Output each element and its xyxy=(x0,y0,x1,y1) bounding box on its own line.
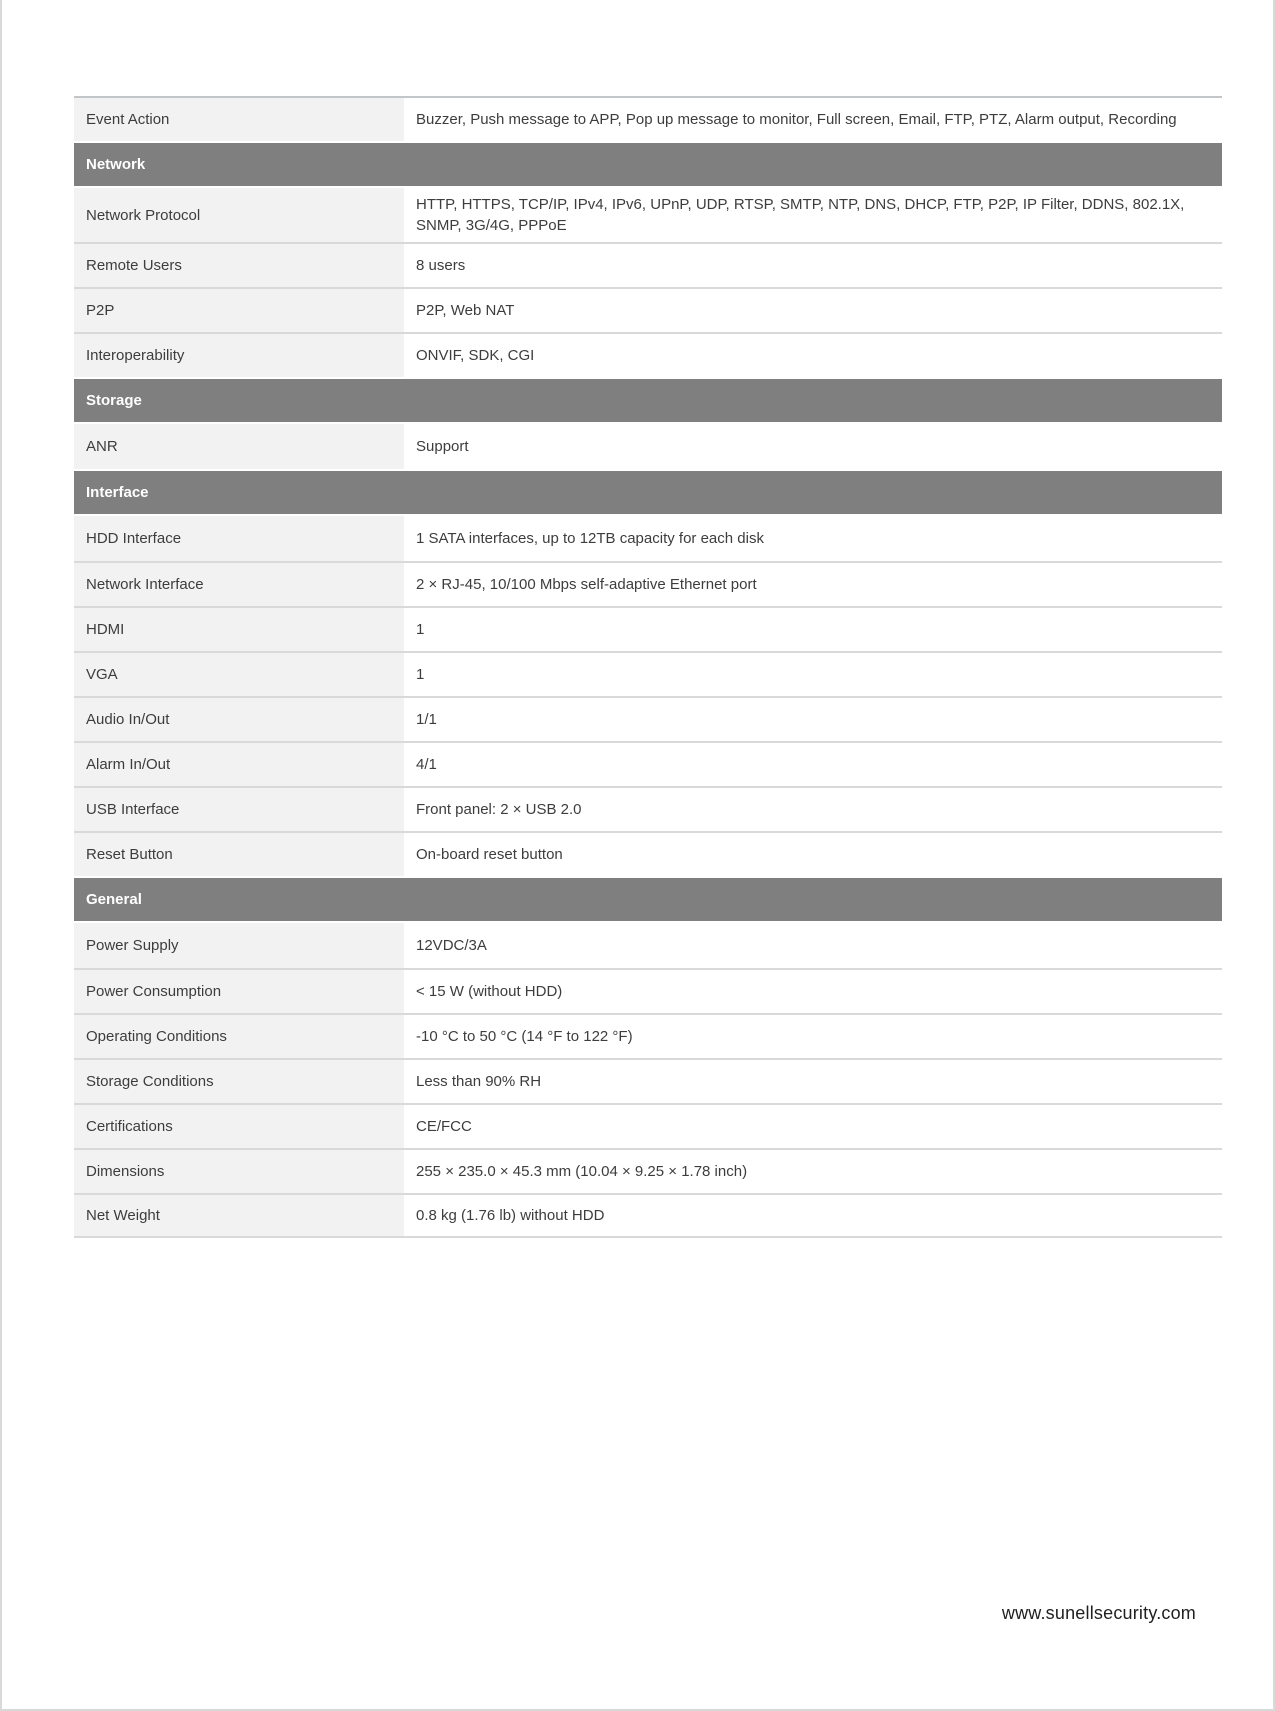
footer-website-link[interactable]: www.sunellsecurity.com xyxy=(1001,1603,1196,1623)
spec-label: Interoperability xyxy=(74,334,404,377)
spec-label: HDMI xyxy=(74,608,404,651)
spec-label: Power Supply xyxy=(74,923,404,968)
spec-label: Reset Button xyxy=(74,833,404,876)
spec-label: Network Protocol xyxy=(74,188,404,242)
spec-value: 1 xyxy=(404,608,1222,651)
spec-label: Net Weight xyxy=(74,1195,404,1236)
table-row xyxy=(74,242,1222,287)
spec-label: Event Action xyxy=(74,98,404,141)
spec-label: P2P xyxy=(74,289,404,332)
section-title: Interface xyxy=(86,484,149,501)
spec-label: Storage Conditions xyxy=(74,1060,404,1103)
spec-value: P2P, Web NAT xyxy=(404,289,1222,332)
table-row xyxy=(74,741,1222,786)
spec-value: Front panel: 2 × USB 2.0 xyxy=(404,788,1222,831)
spec-label: Operating Conditions xyxy=(74,1015,404,1058)
table-row xyxy=(74,424,1222,469)
spec-value: 1/1 xyxy=(404,698,1222,741)
table-row xyxy=(74,831,1222,876)
spec-value: < 15 W (without HDD) xyxy=(404,970,1222,1013)
spec-value: 12VDC/3A xyxy=(404,923,1222,968)
spec-label: USB Interface xyxy=(74,788,404,831)
spec-label: HDD Interface xyxy=(74,516,404,561)
spec-label: ANR xyxy=(74,424,404,469)
spec-label: Certifications xyxy=(74,1105,404,1148)
spec-value: 255 × 235.0 × 45.3 mm (10.04 × 9.25 × 1.78 inch) xyxy=(404,1150,1222,1193)
spec-value: -10 °C to 50 °C (14 °F to 122 °F) xyxy=(404,1015,1222,1058)
table-row xyxy=(74,287,1222,332)
spec-value: Buzzer, Push message to APP, Pop up message to monitor, Full screen, Email, FTP, PTZ, Alarm output, Recording xyxy=(404,98,1222,141)
spec-value: 4/1 xyxy=(404,743,1222,786)
table-row xyxy=(74,923,1222,968)
spec-value: On-board reset button xyxy=(404,833,1222,876)
table-row xyxy=(74,1013,1222,1058)
table-row xyxy=(74,786,1222,831)
table-row xyxy=(74,516,1222,561)
table-row xyxy=(74,332,1222,377)
section-title: Network xyxy=(86,156,146,173)
spec-value: 1 SATA interfaces, up to 12TB capacity for each disk xyxy=(404,516,1222,561)
spec-label: Remote Users xyxy=(74,244,404,287)
spec-label: Dimensions xyxy=(74,1150,404,1193)
table-row xyxy=(74,696,1222,741)
table-row xyxy=(74,1103,1222,1148)
table-row xyxy=(74,561,1222,606)
table-row xyxy=(74,1193,1222,1238)
spec-value: HTTP, HTTPS, TCP/IP, IPv4, IPv6, UPnP, UDP, RTSP, SMTP, NTP, DNS, DHCP, FTP, P2P, IP Filter, DDNS, 802.1X, SNMP, 3G/4G, PPPoE xyxy=(404,188,1222,242)
table-row xyxy=(74,968,1222,1013)
spec-value: 2 × RJ-45, 10/100 Mbps self-adaptive Ethernet port xyxy=(404,563,1222,606)
table-row xyxy=(74,96,1222,141)
spec-label: VGA xyxy=(74,653,404,696)
section-header-general xyxy=(74,878,1222,921)
spec-value: 1 xyxy=(404,653,1222,696)
spec-label: Alarm In/Out xyxy=(74,743,404,786)
spec-value: 0.8 kg (1.76 lb) without HDD xyxy=(404,1195,1222,1236)
table-row xyxy=(74,651,1222,696)
table-row xyxy=(74,188,1222,242)
table-row xyxy=(74,606,1222,651)
table-row xyxy=(74,1058,1222,1103)
spec-value: ONVIF, SDK, CGI xyxy=(404,334,1222,377)
spec-value: Support xyxy=(404,424,1222,469)
section-header-network xyxy=(74,143,1222,186)
spec-value: Less than 90% RH xyxy=(404,1060,1222,1103)
spec-value: CE/FCC xyxy=(404,1105,1222,1148)
spec-table xyxy=(74,96,1222,1238)
spec-label: Power Consumption xyxy=(74,970,404,1013)
section-header-interface xyxy=(74,471,1222,514)
section-title: Storage xyxy=(86,392,142,409)
spec-label: Network Interface xyxy=(74,563,404,606)
section-title: General xyxy=(86,891,142,908)
spec-label: Audio In/Out xyxy=(74,698,404,741)
spec-value: 8 users xyxy=(404,244,1222,287)
section-header-storage xyxy=(74,379,1222,422)
table-row xyxy=(74,1148,1222,1193)
